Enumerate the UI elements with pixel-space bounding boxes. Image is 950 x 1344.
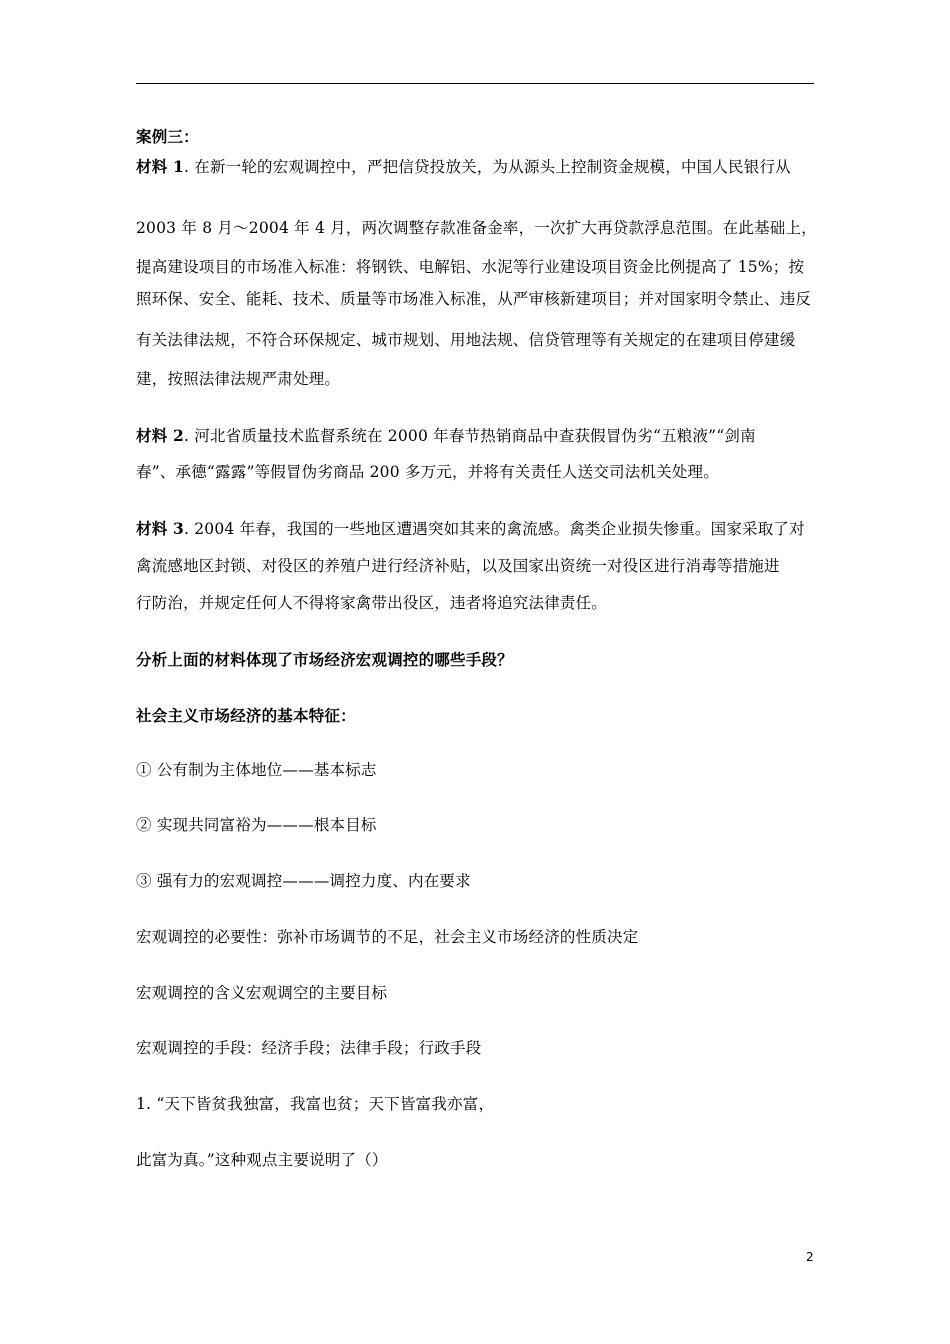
material-1-line-4: 照环保、安全、能耗、技术、质量等市场准入标准，从严审核新建项目；并对国家明令禁止、违反: [136, 290, 812, 308]
material-3-line-1: [136, 519, 805, 539]
feature-item-3: ③ 强有力的宏观调控———调控力度、内在要求: [136, 872, 471, 890]
page-number: 2: [806, 1250, 814, 1264]
material-1-text: . 在新一轮的宏观调控中，严把信贷投放关，为从源头上控制资金规模，中国人民银行从: [183, 158, 791, 176]
material-3-text: . 2004 年春，我国的一些地区遭遇突如其来的禽流感。禽类企业损失惨重。国家采取了对: [183, 520, 805, 538]
note-meaning: 宏观调控的含义宏观调空的主要目标: [136, 984, 388, 1002]
material-3-line-2: 禽流感地区封锁、对役区的养殖户进行经济补贴，以及国家出资统一对役区进行消毒等措施进: [136, 557, 780, 575]
material-3-label: 材料 3: [136, 519, 184, 538]
material-1-line-2: 2003 年 8 月～2004 年 4 月，两次调整存款准备金率，一次扩大再贷款浮息范围。在此基础上，: [136, 219, 817, 237]
analysis-question: 分析上面的材料体现了市场经济宏观调控的哪些手段？: [136, 650, 513, 669]
material-1-line-5: 有关法律法规，不符合环保规定、城市规划、用地法规、信贷管理等有关规定的在建项目停建缓: [136, 331, 796, 349]
header-rule: [136, 83, 814, 84]
material-2-label: 材料 2: [136, 426, 184, 445]
exercise-line-1: 1. “天下皆贫我独富，我富也贫；天下皆富我亦富，: [136, 1095, 495, 1113]
exercise-line-2: 此富为真。”这种观点主要说明了（）: [136, 1151, 388, 1169]
feature-item-1: ① 公有制为主体地位——基本标志: [136, 761, 377, 779]
material-1-line-1: [136, 157, 791, 177]
material-3-line-3: 行防治，并规定任何人不得将家禽带出役区，违者将追究法律责任。: [136, 594, 608, 612]
case-title: 案例三：: [136, 127, 199, 146]
material-1-line-6: 建，按照法律法规严肃处理。: [136, 370, 341, 388]
features-heading: 社会主义市场经济的基本特征：: [136, 706, 356, 725]
material-1-label: 材料 1: [136, 157, 184, 176]
note-means: 宏观调控的手段：经济手段；法律手段；行政手段: [136, 1039, 482, 1057]
material-1-line-3: 提高建设项目的市场准入标准：将钢铁、电解铝、水泥等行业建设项目资金比例提高了 15%；按: [136, 258, 805, 276]
material-2-line-2: 春”、承德“露露”等假冒伪劣商品 200 多万元，并将有关责任人送交司法机关处理。: [136, 463, 719, 481]
note-necessity: 宏观调控的必要性：弥补市场调节的不足，社会主义市场经济的性质决定: [136, 928, 639, 946]
feature-item-2: ② 实现共同富裕为———根本目标: [136, 816, 377, 834]
material-2-line-1: [136, 426, 756, 446]
material-2-text: . 河北省质量技术监督系统在 2000 年春节热销商品中查获假冒伪劣“五粮液”“剑南: [183, 427, 756, 445]
